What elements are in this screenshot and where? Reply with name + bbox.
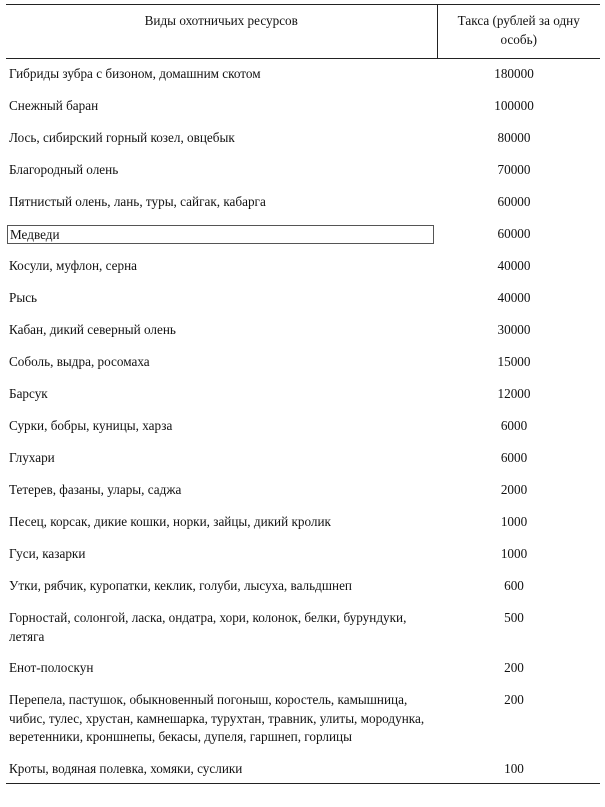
table-row bbox=[6, 507, 600, 539]
tax-value: 100000 bbox=[494, 98, 534, 113]
header-resource-types: Виды охотничьих ресурсов bbox=[6, 5, 437, 59]
tax-value: 1000 bbox=[500, 546, 528, 561]
tax-value: 200 bbox=[504, 692, 524, 707]
table-row bbox=[6, 754, 600, 784]
resource-name: Барсук bbox=[9, 386, 48, 401]
tax-value: 60000 bbox=[497, 194, 531, 209]
tax-value: 180000 bbox=[494, 66, 534, 81]
table-body bbox=[6, 59, 600, 784]
tax-value: 12000 bbox=[497, 386, 531, 401]
header-row bbox=[6, 5, 600, 59]
resource-name: Перепела, пастушок, обыкновенный погоныш, коростель, камышница, чибис, тулес, хрустан, камнешарка, турухтан, травник, улиты, мородунка, веретенники, кроншнепы, бекасы, дупеля, гаршнеп, горлицы bbox=[9, 692, 425, 744]
selected-text-box: Медведи bbox=[7, 225, 434, 244]
resource-name: Рысь bbox=[9, 290, 38, 305]
table-row bbox=[6, 603, 600, 653]
tax-value: 60000 bbox=[497, 226, 531, 241]
tax-value: 40000 bbox=[497, 290, 531, 305]
tax-value: 6000 bbox=[500, 418, 528, 433]
resource-name: Утки, рябчик, куропатки, кеклик, голуби, лысуха, вальдшнеп bbox=[9, 578, 352, 593]
resource-name: Гибриды зубра с бизоном, домашним скотом bbox=[9, 66, 261, 81]
resource-name-cell bbox=[6, 219, 437, 251]
table-row bbox=[6, 475, 600, 507]
table-row bbox=[6, 251, 600, 283]
tax-value: 100 bbox=[437, 754, 600, 784]
table-row bbox=[6, 539, 600, 571]
resource-name: Гуси, казарки bbox=[9, 546, 86, 561]
tax-value: 80000 bbox=[497, 130, 531, 145]
table-row bbox=[6, 685, 600, 754]
resource-name: Косули, муфлон, серна bbox=[9, 258, 138, 273]
table-row bbox=[6, 123, 600, 155]
table-row bbox=[6, 283, 600, 315]
table-row bbox=[6, 347, 600, 379]
resource-name: Соболь, выдра, росомаха bbox=[9, 354, 150, 369]
resource-name: Лось, сибирский горный козел, овцебык bbox=[9, 130, 235, 145]
table-row bbox=[6, 219, 600, 251]
header-tax-rate: Такса (рублей за одну особь) bbox=[437, 5, 600, 59]
hunting-tax-table bbox=[6, 4, 600, 784]
table-row bbox=[6, 379, 600, 411]
table-row bbox=[6, 315, 600, 347]
tax-value: 15000 bbox=[497, 354, 531, 369]
resource-name: Горностай, солонгой, ласка, ондатра, хори, колонок, белки, бурундуки, летяга bbox=[9, 610, 407, 644]
tax-value: 30000 bbox=[497, 322, 531, 337]
tax-value: 500 bbox=[504, 610, 524, 625]
table-header bbox=[6, 5, 600, 59]
resource-name: Кабан, дикий северный олень bbox=[9, 322, 176, 337]
table-row bbox=[6, 653, 600, 685]
table-row bbox=[6, 91, 600, 123]
resource-name: Тетерев, фазаны, улары, саджа bbox=[9, 482, 182, 497]
resource-name: Снежный баран bbox=[9, 98, 99, 113]
tax-value: 600 bbox=[504, 578, 524, 593]
resource-name: Пятнистый олень, лань, туры, сайгак, кабарга bbox=[9, 194, 266, 209]
tax-value: 2000 bbox=[500, 482, 528, 497]
tax-value: 1000 bbox=[500, 514, 528, 529]
table-row bbox=[6, 443, 600, 475]
resource-name: Глухари bbox=[9, 450, 55, 465]
table-row bbox=[6, 411, 600, 443]
table-row bbox=[6, 571, 600, 603]
resource-name: Енот-полоскун bbox=[9, 660, 94, 675]
resource-name: Благородный олень bbox=[9, 162, 119, 177]
tax-value: 6000 bbox=[500, 450, 528, 465]
table-row bbox=[6, 59, 600, 92]
table-row bbox=[6, 187, 600, 219]
resource-name: Кроты, водяная полевка, хомяки, суслики bbox=[6, 754, 437, 784]
tax-value: 200 bbox=[504, 660, 524, 675]
resource-name: Песец, корсак, дикие кошки, норки, зайцы, дикий кролик bbox=[9, 514, 331, 529]
resource-name: Сурки, бобры, куницы, харза bbox=[9, 418, 173, 433]
table-row bbox=[6, 155, 600, 187]
tax-value: 70000 bbox=[497, 162, 531, 177]
tax-value: 40000 bbox=[497, 258, 531, 273]
